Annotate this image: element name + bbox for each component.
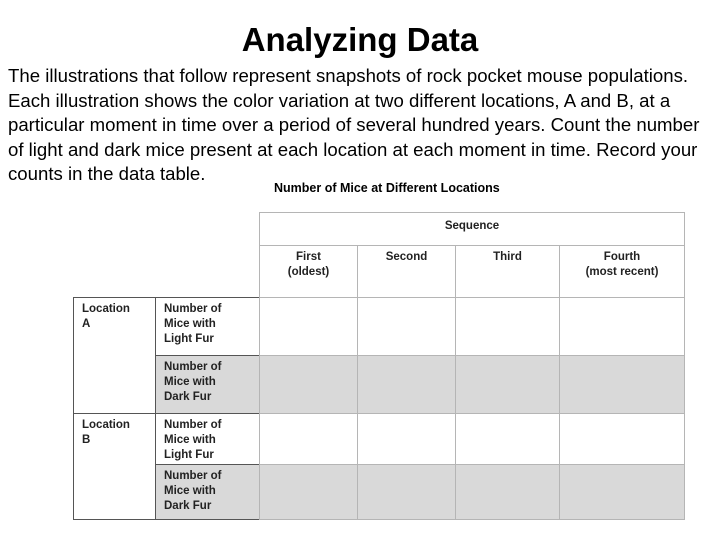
row-label-line2: Mice with xyxy=(164,434,216,446)
column-header-line1: Third xyxy=(493,251,522,263)
column-header-line2: (oldest) xyxy=(287,266,330,278)
data-cell-a-dark-second[interactable] xyxy=(357,355,456,414)
row-label-line2: Mice with xyxy=(164,376,216,388)
data-cell-b-dark-fourth[interactable] xyxy=(559,464,685,520)
row-label-line1: Number of xyxy=(164,303,222,315)
data-cell-b-light-first[interactable] xyxy=(259,413,358,465)
row-label-b-light xyxy=(155,413,260,465)
intro-paragraph: The illustrations that follow represent snapshots of rock pocket mouse populations. Each illustration shows the color variation at two different locations, A and B, at a particular moment in time over a period of several hundred years. Count the number of light and dark mice present at each location at each moment in time. Record your counts in the data table. xyxy=(8,65,700,184)
column-header-line1: Fourth xyxy=(603,251,641,263)
row-label-a-light xyxy=(155,297,260,356)
column-header-fourth xyxy=(559,245,685,298)
row-label-b-dark xyxy=(155,464,260,520)
data-cell-b-dark-second[interactable] xyxy=(357,464,456,520)
column-header-line1: Second xyxy=(385,251,428,263)
location-a-label xyxy=(73,297,156,414)
table-title: Number of Mice at Different Locations xyxy=(274,181,500,195)
page-title: Analyzing Data xyxy=(241,21,479,58)
data-cell-b-dark-third[interactable] xyxy=(455,464,560,520)
column-header-line1: First xyxy=(296,251,321,263)
sequence-header xyxy=(259,212,685,246)
data-cell-a-dark-fourth[interactable] xyxy=(559,355,685,414)
row-label-line3: Light Fur xyxy=(164,449,214,461)
column-header-third xyxy=(455,245,560,298)
row-label-a-dark xyxy=(155,355,260,414)
location-line1: Location xyxy=(82,419,130,431)
data-cell-a-light-third[interactable] xyxy=(455,297,560,356)
data-cell-b-light-fourth[interactable] xyxy=(559,413,685,465)
row-label-line2: Mice with xyxy=(164,485,216,497)
row-label-line3: Dark Fur xyxy=(164,500,212,512)
data-cell-a-dark-first[interactable] xyxy=(259,355,358,414)
row-label-line3: Light Fur xyxy=(164,333,214,345)
data-cell-a-dark-third[interactable] xyxy=(455,355,560,414)
column-header-line2: (most recent) xyxy=(585,266,659,278)
data-cell-b-dark-first[interactable] xyxy=(259,464,358,520)
column-header-first xyxy=(259,245,358,298)
location-line2: A xyxy=(82,318,91,330)
location-line2: B xyxy=(82,434,91,446)
data-cell-b-light-second[interactable] xyxy=(357,413,456,465)
row-label-line1: Number of xyxy=(164,419,222,431)
data-cell-a-light-second[interactable] xyxy=(357,297,456,356)
row-label-line2: Mice with xyxy=(164,318,216,330)
data-cell-a-light-first[interactable] xyxy=(259,297,358,356)
sequence-label: Sequence xyxy=(444,220,500,232)
data-cell-a-light-fourth[interactable] xyxy=(559,297,685,356)
location-line1: Location xyxy=(82,303,130,315)
data-cell-b-light-third[interactable] xyxy=(455,413,560,465)
row-label-line1: Number of xyxy=(164,361,222,373)
row-label-line1: Number of xyxy=(164,470,222,482)
column-header-second xyxy=(357,245,456,298)
location-b-label xyxy=(73,413,156,520)
row-label-line3: Dark Fur xyxy=(164,391,212,403)
